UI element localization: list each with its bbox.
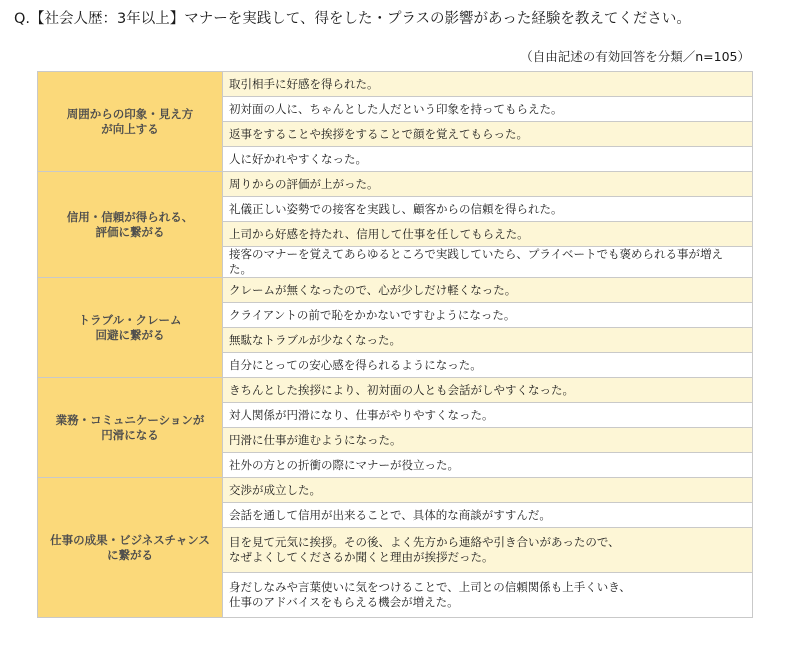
sample-note: （自由記述の有効回答を分類／n=105） <box>520 49 750 64</box>
response-item: 対人関係が円滑になり、仕事がやりやすくなった。 <box>223 403 753 428</box>
response-item: 上司から好感を持たれ、信用して仕事を任してもらえた。 <box>223 222 753 247</box>
response-item: クレームが無くなったので、心が少しだけ軽くなった。 <box>223 278 753 303</box>
table-row <box>38 172 753 197</box>
response-item: クライアントの前で恥をかかないですむようになった。 <box>223 303 753 328</box>
category-label: 信用・信頼が得られる、 評価に繋がる <box>38 172 223 278</box>
response-item: 礼儀正しい姿勢での接客を実践し、顧客からの信頼を得られた。 <box>223 197 753 222</box>
category-label: トラブル・クレーム 回避に繋がる <box>38 278 223 378</box>
table-row <box>38 378 753 403</box>
question-text: Q.【社会人歴：3年以上】マナーを実践して、得をした・プラスの影響があった経験を教えてください。 <box>14 11 691 27</box>
results-table <box>37 71 753 618</box>
response-item: 無駄なトラブルが少なくなった。 <box>223 328 753 353</box>
category-label: 業務・コミュニケーションが 円滑になる <box>38 378 223 478</box>
response-item: 社外の方との折衝の際にマナーが役立った。 <box>223 453 753 478</box>
response-item: 身だしなみや言葉使いに気をつけることで、上司との信頼関係も上手くいき、 仕事のアドバイスをもらえる機会が増えた。 <box>223 573 753 618</box>
table-row <box>38 278 753 303</box>
response-item: 自分にとっての安心感を得られるようになった。 <box>223 353 753 378</box>
response-item: 目を見て元気に挨拶。その後、よく先方から連絡や引き合いがあったので、 なぜよくしてくださるか聞くと理由が挨拶だった。 <box>223 528 753 573</box>
response-item: 人に好かれやすくなった。 <box>223 147 753 172</box>
table-row <box>38 72 753 97</box>
category-label: 仕事の成果・ビジネスチャンス に繋がる <box>38 478 223 618</box>
response-item: 会話を通して信用が出来ることで、具体的な商談がすすんだ。 <box>223 503 753 528</box>
response-item: 交渉が成立した。 <box>223 478 753 503</box>
response-item: 初対面の人に、ちゃんとした人だという印象を持ってもらえた。 <box>223 97 753 122</box>
response-item: 接客のマナーを覚えてあらゆるところで実践していたら、プライベートでも褒められる事が増えた。 <box>223 247 753 278</box>
response-item: 円滑に仕事が進むようになった。 <box>223 428 753 453</box>
table-row <box>38 478 753 503</box>
response-item: 周りからの評価が上がった。 <box>223 172 753 197</box>
response-item: 取引相手に好感を得られた。 <box>223 72 753 97</box>
results-table-body <box>38 72 753 618</box>
response-item: きちんとした挨拶により、初対面の人とも会話がしやすくなった。 <box>223 378 753 403</box>
response-item: 返事をすることや挨拶をすることで顔を覚えてもらった。 <box>223 122 753 147</box>
category-label: 周囲からの印象・見え方 が向上する <box>38 72 223 172</box>
